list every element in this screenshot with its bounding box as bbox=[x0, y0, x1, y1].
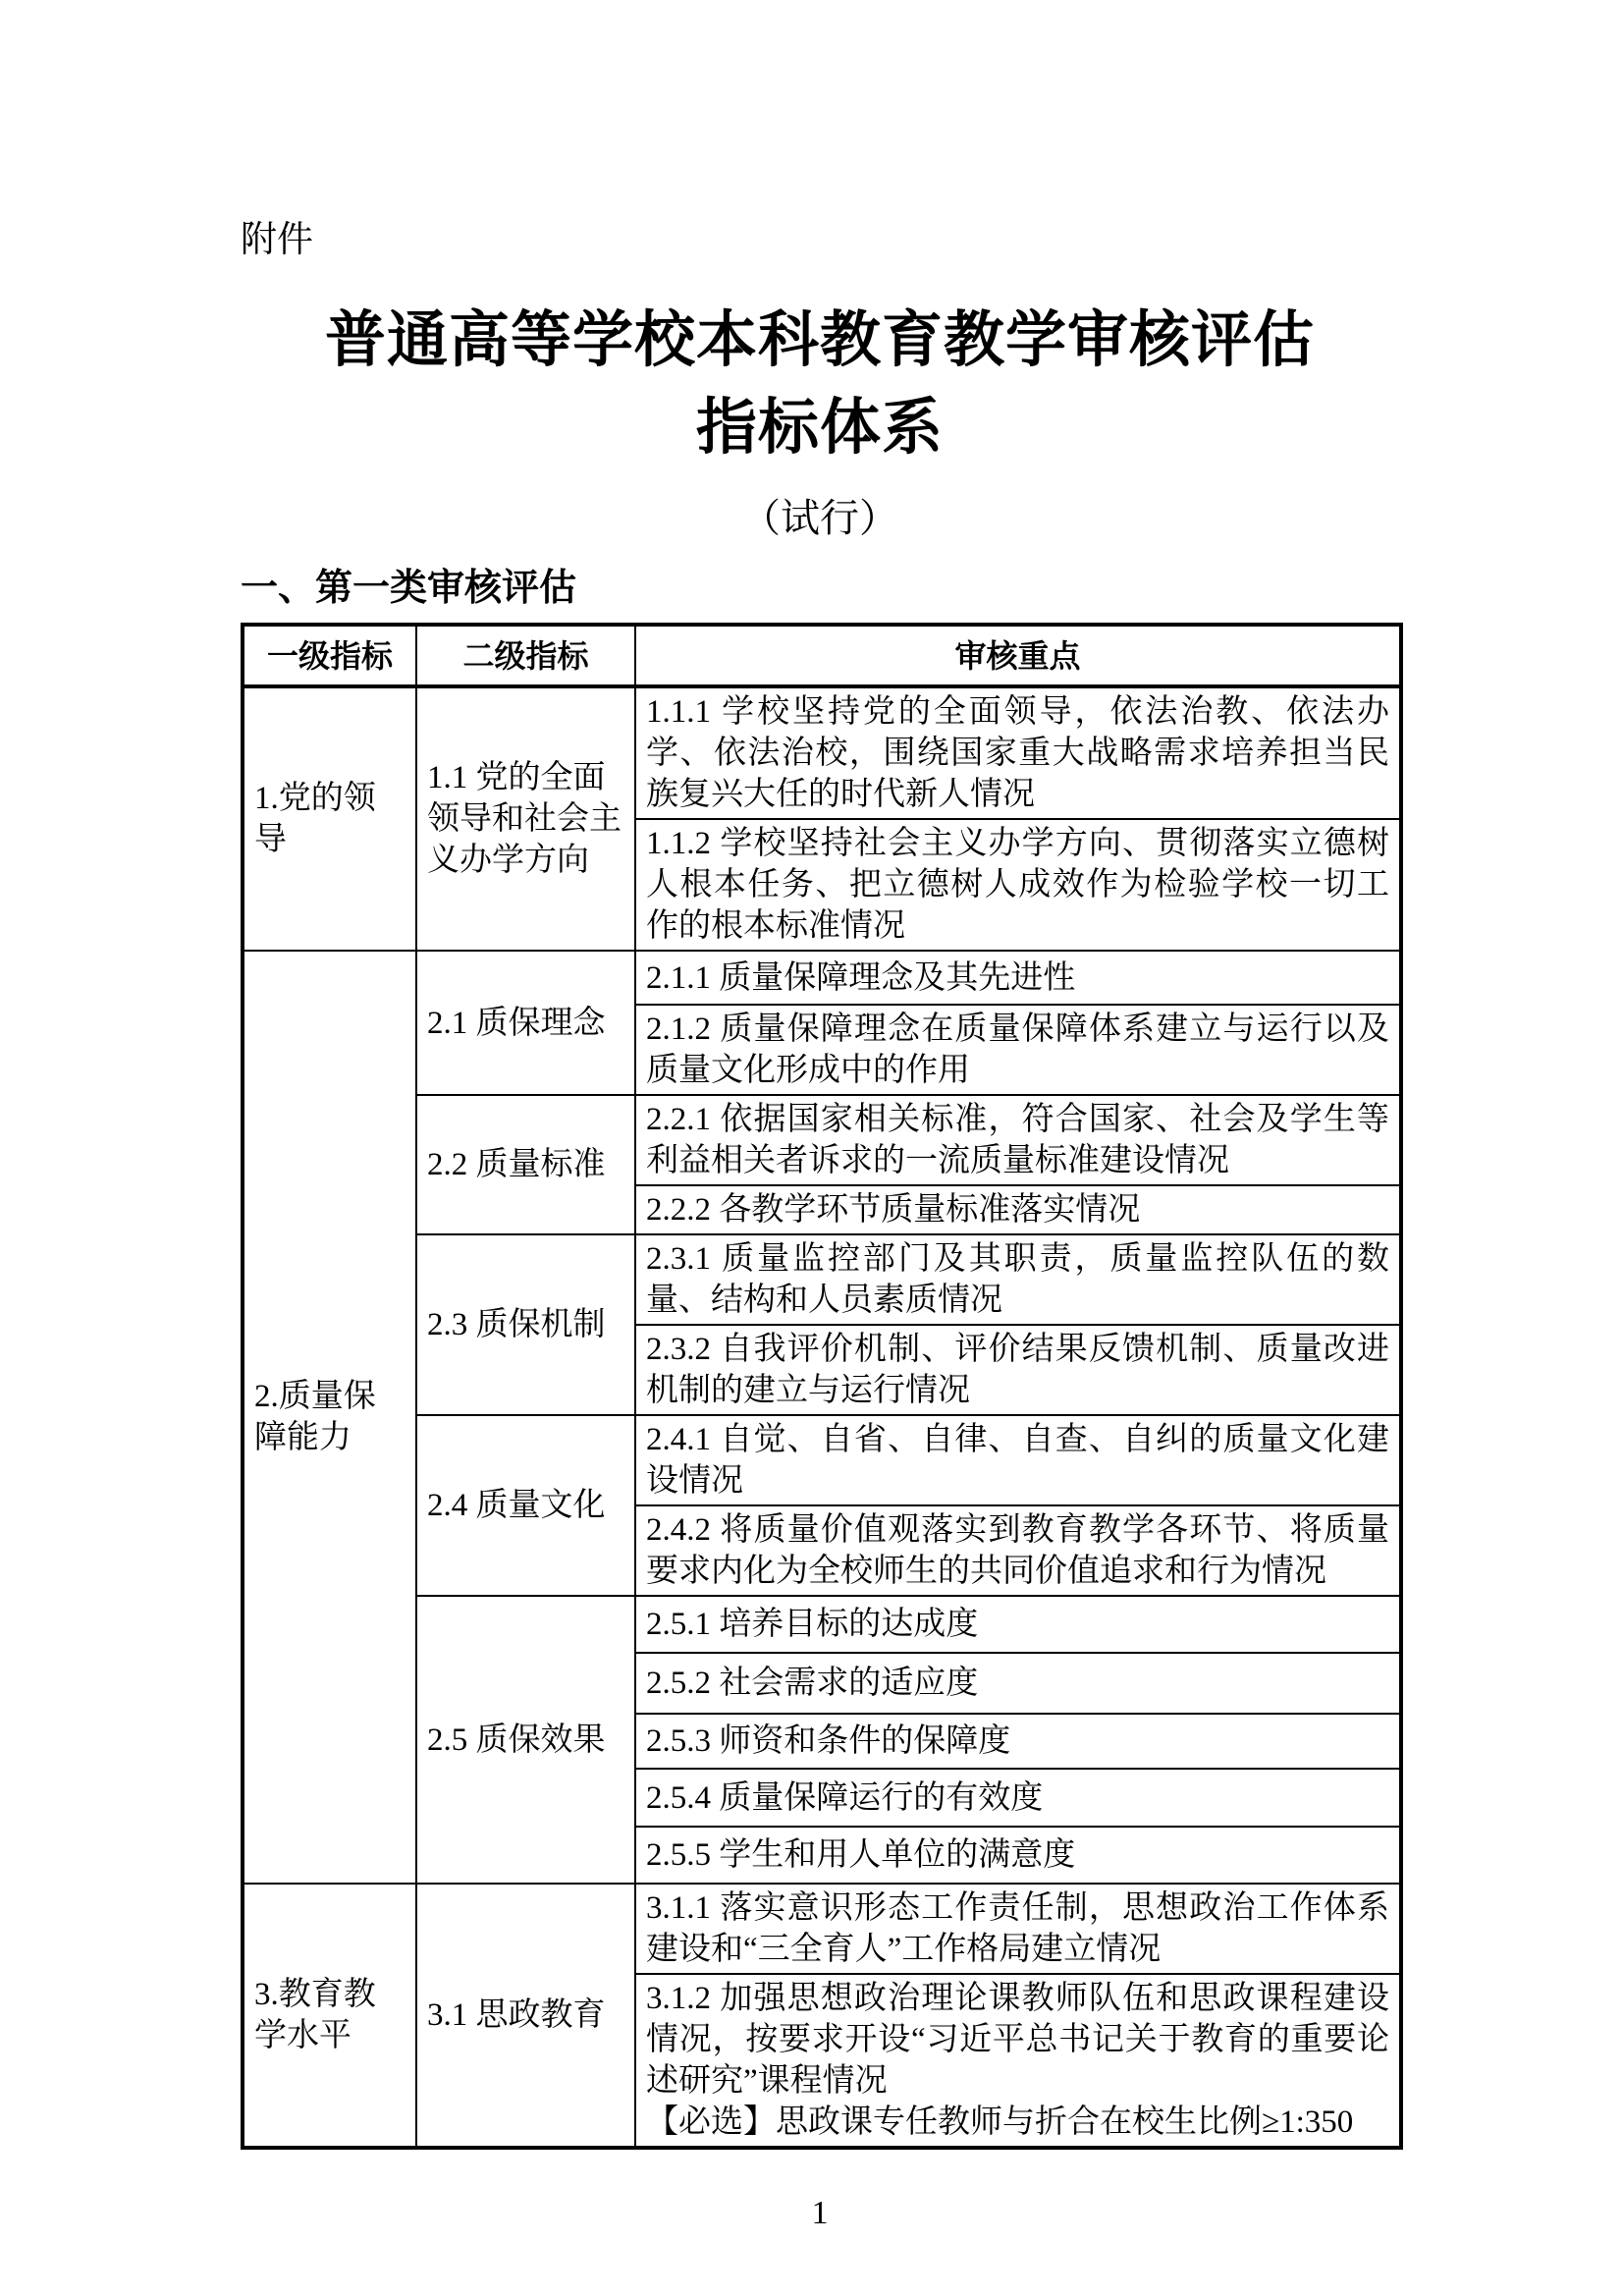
review-point-2-5-5: 2.5.5 学生和用人单位的满意度 bbox=[635, 1827, 1401, 1884]
level2-cell-2-5: 2.5 质保效果 bbox=[416, 1596, 635, 1884]
review-point-1-1-1: 1.1.1 学校坚持党的全面领导，依法治教、依法办学、依法治校，围绕国家重大战略需求培养担当民族复兴大任的时代新人情况 bbox=[635, 686, 1401, 819]
review-point-2-3-1: 2.3.1 质量监控部门及其职责，质量监控队伍的数量、结构和人员素质情况 bbox=[635, 1234, 1401, 1325]
evaluation-indicators-table bbox=[241, 623, 1403, 2150]
review-point-1-1-2: 1.1.2 学校坚持社会主义办学方向、贯彻落实立德树人根本任务、把立德树人成效作为检验学校一切工作的根本标准情况 bbox=[635, 819, 1401, 951]
review-point-2-2-2: 2.2.2 各教学环节质量标准落实情况 bbox=[635, 1185, 1401, 1234]
table-row bbox=[243, 1415, 1401, 1505]
review-point-2-5-1: 2.5.1 培养目标的达成度 bbox=[635, 1596, 1401, 1653]
review-point-3-1-1: 3.1.1 落实意识形态工作责任制，思想政治工作体系建设和“三全育人”工作格局建立情况 bbox=[635, 1884, 1401, 1974]
review-point-2-1-1: 2.1.1 质量保障理念及其先进性 bbox=[635, 951, 1401, 1005]
review-point-2-3-2: 2.3.2 自我评价机制、评价结果反馈机制、质量改进机制的建立与运行情况 bbox=[635, 1325, 1401, 1415]
document-subtitle: （试行） bbox=[741, 496, 898, 540]
review-point-2-4-2: 2.4.2 将质量价值观落实到教育教学各环节、将质量要求内化为全校师生的共同价值追求和行为情况 bbox=[635, 1505, 1401, 1596]
review-point-2-4-1: 2.4.1 自觉、自省、自律、自查、自纠的质量文化建设情况 bbox=[635, 1415, 1401, 1505]
level1-cell-party-leadership: 1.党的领导 bbox=[243, 686, 416, 951]
level1-cell-quality-assurance-capability: 2.质量保障能力 bbox=[243, 951, 416, 1884]
table-row bbox=[243, 1234, 1401, 1325]
page-number: 1 bbox=[811, 2195, 829, 2231]
review-point-2-2-1: 2.2.1 依据国家相关标准，符合国家、社会及学生等利益相关者诉求的一流质量标准建设情况 bbox=[635, 1095, 1401, 1185]
required-note-3-1-2: 【必选】思政课专任教师与折合在校生比例≥1:350 bbox=[646, 2105, 1354, 2140]
review-point-3-1-2: 3.1.2 加强思想政治理论课教师队伍和思政课程建设情况，按要求开设“习近平总书记关于教育的重要论述研究”课程情况 bbox=[646, 1981, 1389, 2099]
level2-cell-2-4: 2.4 质量文化 bbox=[416, 1415, 635, 1596]
level2-cell-2-1: 2.1 质保理念 bbox=[416, 951, 635, 1095]
level2-cell-2-2: 2.2 质量标准 bbox=[416, 1095, 635, 1234]
column-header-level2-indicator: 二级指标 bbox=[416, 625, 635, 686]
table-row bbox=[243, 686, 1401, 819]
table-row bbox=[243, 1596, 1401, 1653]
review-point-2-1-2: 2.1.2 质量保障理念在质量保障体系建立与运行以及质量文化形成中的作用 bbox=[635, 1005, 1401, 1095]
level2-cell-2-3: 2.3 质保机制 bbox=[416, 1234, 635, 1415]
document-title-line1: 普通高等学校本科教育教学审核评估 bbox=[324, 307, 1315, 374]
review-point-3-1-2-cell bbox=[635, 1974, 1401, 2148]
table-row bbox=[243, 1884, 1401, 1974]
table-row bbox=[243, 1095, 1401, 1185]
column-header-review-focus: 审核重点 bbox=[635, 625, 1401, 686]
level1-cell-education-teaching-level: 3.教育教学水平 bbox=[243, 1884, 416, 2148]
table-row bbox=[243, 951, 1401, 1005]
column-header-level1-indicator: 一级指标 bbox=[243, 625, 416, 686]
document-title-line2: 指标体系 bbox=[695, 395, 944, 462]
review-point-2-5-3: 2.5.3 师资和条件的保障度 bbox=[635, 1714, 1401, 1769]
level2-cell-1-1: 1.1 党的全面领导和社会主义办学方向 bbox=[416, 686, 635, 951]
review-point-2-5-4: 2.5.4 质量保障运行的有效度 bbox=[635, 1769, 1401, 1827]
section-heading: 一、第一类审核评估 bbox=[241, 568, 577, 609]
review-point-2-5-2: 2.5.2 社会需求的适应度 bbox=[635, 1653, 1401, 1714]
attachment-label: 附件 bbox=[241, 219, 313, 259]
level2-cell-3-1: 3.1 思政教育 bbox=[416, 1884, 635, 2148]
table-header-row bbox=[243, 625, 1401, 686]
